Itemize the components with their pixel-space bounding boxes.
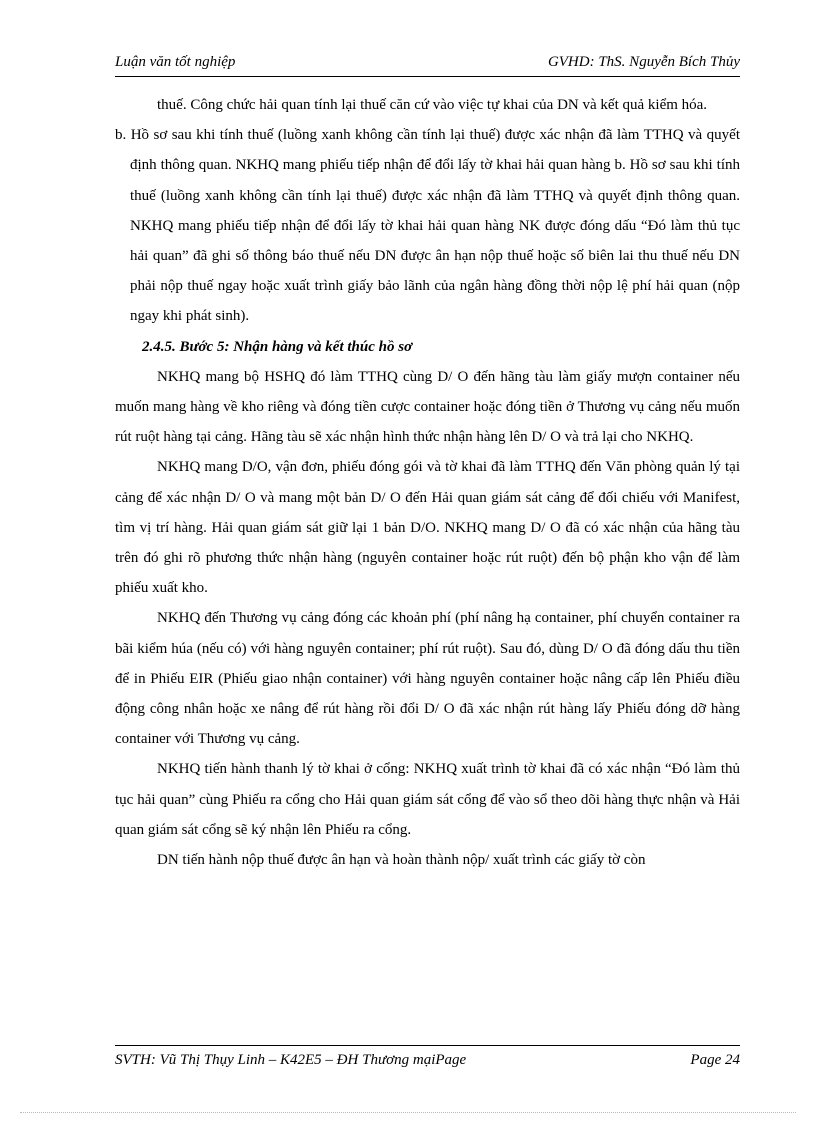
page-footer xyxy=(115,1050,740,1074)
header-rule xyxy=(115,76,740,77)
body-text xyxy=(115,90,740,875)
header-supervisor: GVHD: ThS. Nguyễn Bích Thủy xyxy=(547,54,740,70)
paragraph-port-office: NKHQ mang D/O, vận đơn, phiếu đóng gói và tờ khai đã làm TTHQ đến Văn phòng quản lý tại cảng để xác nhận D/ O và mang một bản D/ O đến Hải quan giám sát cảng để đối chiếu với Manifest, tìm vị trí hàng. Hải quan giám sát giữ lại 1 bản D/O. NKHQ mang D/ O đã có xác nhận của hãng tàu trên đó ghi rõ phương thức nhận hàng (nguyên container hoặc rút ruột) đến bộ phận kho vận để làm phiếu xuất kho. xyxy=(115,459,740,597)
paragraph-tax-recalc: thuế. Công chức hải quan tính lại thuế căn cứ vào việc tự khai của DN và kết quả kiểm hóa. xyxy=(157,97,708,113)
paragraph-port-fees: NKHQ đến Thương vụ cảng đóng các khoản phí (phí nâng hạ container, phí chuyển container ra bãi kiểm húa (nếu có) với hàng nguyên container; phí rút ruột). Sau đó, dùng D/ O đã đóng dấu thu tiền để in Phiếu EIR (Phiếu giao nhận container) với hàng nguyên container hoặc nâng cấp lên Phiếu điều động công nhân hoặc xe nâng để rút hàng rồi đổi D/ O đã xác nhận rút hàng lấy Phiếu đóng dỡ hàng container với Thương vụ cảng. xyxy=(115,610,740,748)
paragraph-shipping-line: NKHQ mang bộ HSHQ đó làm TTHQ cùng D/ O đến hãng tàu làm giấy mượn container nếu muốn mang hàng về kho riêng và đóng tiền cược container hoặc đóng tiền ở Thương vụ cảng nếu muốn rút ruột hàng tại cảng. Hãng tàu sẽ xác nhận hình thức nhận hàng lên D/ O và trả lại cho NKHQ. xyxy=(115,368,740,446)
section-heading-2-4-5: 2.4.5. Bước 5: Nhận hàng và kết thúc hồ sơ xyxy=(142,338,413,355)
paragraph-dossier-b: b. Hồ sơ sau khi tính thuế (luồng xanh không cần tính lại thuế) được xác nhận đã làm TTHQ và quyết định thông quan. NKHQ mang phiếu tiếp nhận để đổi lấy tờ khai hải quan hàng b. Hồ sơ sau khi tính thuế (luồng xanh không cần tính lại thuế) được xác nhận đã làm TTHQ và quyết định thông quan. NKHQ mang phiếu tiếp nhận để đổi lấy tờ khai hải quan hàng NK được đóng dấu “Đó làm thủ tục hải quan” đã ghi số thông báo thuế nếu DN được ân hạn nộp thuế hoặc số biên lai thu thuế nếu DN phải nộp thuế ngay hoặc xuất trình giấy bảo lãnh của ngân hàng đồng thời nộp lệ phí hải quan (nộp ngay khi phát sinh). xyxy=(115,127,740,325)
footer-rule xyxy=(115,1045,740,1046)
paragraph-gate-clearance: NKHQ tiến hành thanh lý tờ khai ở cổng: NKHQ xuất trình tờ khai đã có xác nhận “Đó làm thủ tục hải quan” cùng Phiếu ra cổng cho Hải quan giám sát cổng để vào sổ theo dõi hàng thực nhận và Hải quan giám sát cổng sẽ ký nhận lên Phiếu ra cổng. xyxy=(115,761,740,838)
page-edge-dotted-line xyxy=(20,1112,796,1113)
paragraph-tax-payment: DN tiến hành nộp thuế được ân hạn và hoàn thành nộp/ xuất trình các giấy tờ còn xyxy=(157,852,646,869)
page-header xyxy=(115,52,740,76)
footer-student: SVTH: Vũ Thị Thụy Linh – K42E5 – ĐH Thương mạiPage xyxy=(115,1052,467,1068)
header-thesis-title: Luận văn tốt nghiệp xyxy=(115,54,236,70)
page-number: Page 24 xyxy=(690,1052,740,1068)
